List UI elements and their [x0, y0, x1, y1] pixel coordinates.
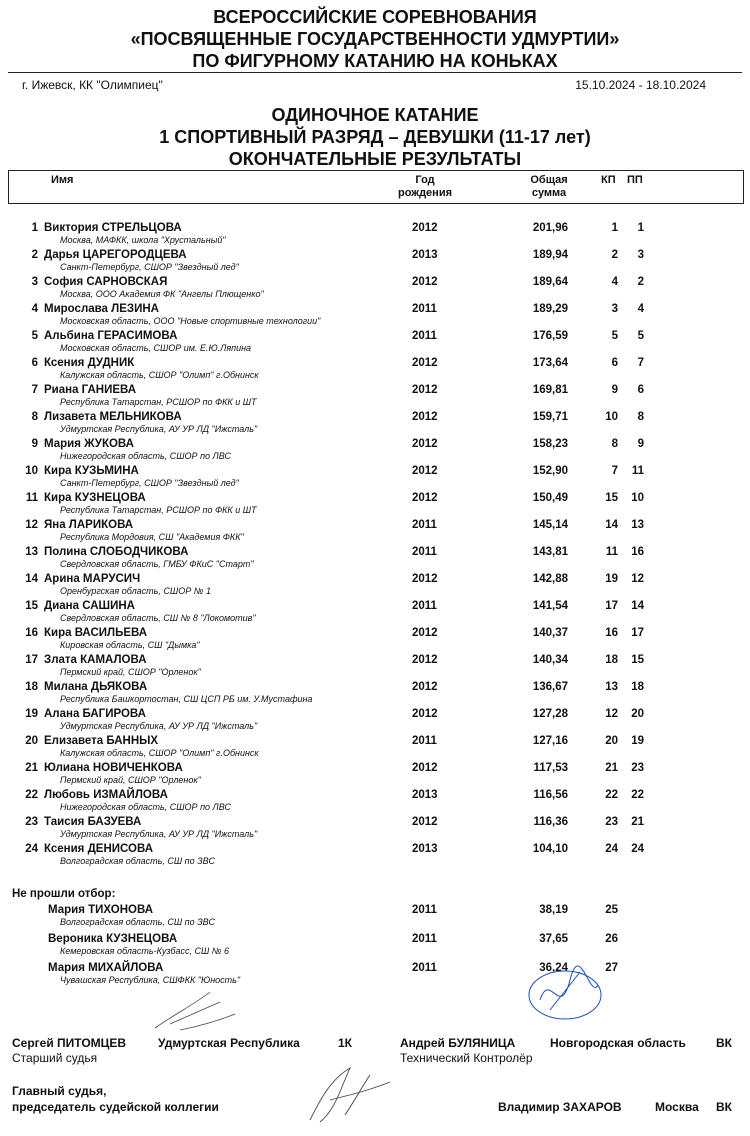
athlete-club: Калужская область, СШОР "Олимп" г.Обнинск	[60, 370, 259, 380]
athlete-club: Пермский край, СШОР "Орленок"	[60, 775, 201, 785]
table-row	[0, 357, 750, 384]
table-row	[0, 492, 750, 519]
table-row	[0, 330, 750, 357]
result-rank: 8	[31, 411, 38, 423]
column-header-year-line2: рождения	[397, 187, 453, 199]
birth-year: 2012	[412, 654, 438, 666]
free-program-place: 10	[631, 492, 644, 504]
result-rank: 7	[31, 384, 38, 396]
athlete-club: Волгоградская область, СШ по ЗВС	[60, 917, 215, 927]
table-row	[0, 681, 750, 708]
birth-year: 2011	[412, 519, 437, 531]
table-row	[0, 843, 750, 870]
birth-year: 2011	[412, 933, 437, 945]
table-row	[0, 519, 750, 546]
table-row	[0, 708, 750, 735]
results-table-header	[8, 170, 744, 204]
free-program-place: 22	[631, 789, 644, 801]
result-rank: 14	[25, 573, 38, 585]
athlete-club: Санкт-Петербург, СШОР "Звездный лед"	[60, 262, 239, 272]
free-program-place: 20	[631, 708, 644, 720]
table-row	[0, 654, 750, 681]
column-header-total	[517, 174, 581, 200]
athlete-name: Риана ГАНИЕВА	[44, 384, 137, 396]
short-program-place: 17	[605, 600, 618, 612]
athlete-name: Мария ЖУКОВА	[44, 438, 134, 450]
total-score: 136,67	[532, 681, 568, 693]
table-row	[0, 573, 750, 600]
table-row	[0, 384, 750, 411]
table-row	[0, 465, 750, 492]
athlete-club: Республика Татарстан, РСШОР по ФКК и ШТ	[60, 397, 257, 407]
athlete-name: Милана ДЬЯКОВА	[44, 681, 148, 693]
column-header-year-line1: Год	[415, 174, 435, 186]
athlete-club: Пермский край, СШОР "Орленок"	[60, 667, 201, 677]
competition-title-line3: ПО ФИГУРНОМУ КАТАНИЮ НА КОНЬКАХ	[192, 51, 558, 71]
table-row	[0, 222, 750, 249]
total-score: 201,96	[532, 222, 568, 234]
result-rank: 20	[25, 735, 38, 747]
short-program-place: 14	[605, 519, 618, 531]
short-program-place: 19	[605, 573, 618, 585]
birth-year: 2012	[412, 357, 438, 369]
table-row	[0, 249, 750, 276]
competition-title-line1: ВСЕРОССИЙСКИЕ СОРЕВНОВАНИЯ	[213, 7, 537, 27]
free-program-place: 23	[631, 762, 644, 774]
birth-year: 2013	[412, 789, 438, 801]
chief-role-line2: председатель судейской коллегии	[12, 1100, 219, 1114]
birth-year: 2011	[412, 962, 437, 974]
short-program-place: 3	[611, 303, 618, 315]
athlete-name: Елизавета БАННЫХ	[44, 735, 159, 747]
not-qualified-list	[0, 904, 750, 994]
athlete-club: Республика Мордовия, СШ "Академия ФКК"	[60, 532, 244, 542]
birth-year: 2012	[412, 438, 438, 450]
free-program-place: 17	[631, 627, 644, 639]
free-program-place: 16	[631, 546, 644, 558]
free-program-place: 19	[631, 735, 644, 747]
total-score: 140,37	[532, 627, 568, 639]
total-score: 140,34	[532, 654, 568, 666]
athlete-name: Лизавета МЕЛЬНИКОВА	[44, 411, 182, 423]
total-score: 189,29	[532, 303, 568, 315]
total-score: 36,24	[539, 962, 568, 974]
table-row	[0, 303, 750, 330]
total-score: 145,14	[532, 519, 568, 531]
short-program-place: 13	[605, 681, 618, 693]
athlete-name: Любовь ИЗМАЙЛОВА	[44, 789, 168, 801]
short-program-place: 25	[605, 904, 618, 916]
athlete-club: Республика Татарстан, РСШОР по ФКК и ШТ	[60, 505, 257, 515]
athlete-name: Юлиана НОВИЧЕНКОВА	[44, 762, 183, 774]
athlete-club: Свердловская область, ГМБУ ФКиС "Старт"	[60, 559, 254, 569]
result-rank: 19	[25, 708, 38, 720]
tc-region: Новгородская область	[550, 1036, 686, 1050]
result-rank: 4	[31, 303, 38, 315]
athlete-name: Кира КУЗНЕЦОВА	[44, 492, 146, 504]
birth-year: 2011	[412, 330, 437, 342]
free-program-place: 13	[631, 519, 644, 531]
referee-category: 1К	[338, 1036, 352, 1050]
result-rank: 1	[31, 222, 38, 234]
result-rank: 9	[31, 438, 38, 450]
free-program-place: 6	[637, 384, 644, 396]
total-score: 141,54	[532, 600, 568, 612]
short-program-place: 4	[611, 276, 618, 288]
free-program-place: 12	[631, 573, 644, 585]
total-score: 173,64	[532, 357, 568, 369]
total-score: 37,65	[539, 933, 568, 945]
result-rank: 2	[31, 249, 38, 261]
short-program-place: 21	[605, 762, 618, 774]
short-program-place: 12	[605, 708, 618, 720]
athlete-name: Яна ЛАРИКОВА	[44, 519, 134, 531]
venue: г. Ижевск, КК "Олимпиец"	[22, 78, 163, 92]
short-program-place: 7	[611, 465, 618, 477]
free-program-place: 15	[631, 654, 644, 666]
referee-role: Старший судья	[12, 1051, 98, 1065]
result-rank: 6	[31, 357, 38, 369]
birth-year: 2011	[412, 546, 437, 558]
competition-title-line2: «ПОСВЯЩЕННЫЕ ГОСУДАРСТВЕННОСТИ УДМУРТИИ»	[130, 29, 620, 49]
athlete-club: Москва, МАФКК, школа "Хрустальный"	[60, 235, 226, 245]
event-discipline: ОДИНОЧНОЕ КАТАНИЕ	[271, 105, 479, 125]
birth-year: 2012	[412, 627, 438, 639]
total-score: 117,53	[533, 762, 568, 774]
athlete-club: Кировская область, СШ "Дымка"	[60, 640, 200, 650]
column-header-pp: ПП	[627, 174, 643, 186]
athlete-club: Кемеровская область-Кузбасс, СШ № 6	[60, 946, 230, 956]
result-rank: 3	[31, 276, 38, 288]
birth-year: 2011	[412, 600, 437, 612]
short-program-place: 16	[605, 627, 618, 639]
short-program-place: 1	[611, 222, 618, 234]
total-score: 159,71	[532, 411, 568, 423]
total-score: 189,64	[532, 276, 568, 288]
birth-year: 2012	[412, 762, 438, 774]
total-score: 176,59	[532, 330, 568, 342]
result-rank: 15	[25, 600, 38, 612]
athlete-club: Санкт-Петербург, СШОР "Звездный лед"	[60, 478, 239, 488]
birth-year: 2011	[412, 303, 437, 315]
table-row	[0, 546, 750, 573]
athlete-name: Таисия БАЗУЕВА	[44, 816, 142, 828]
table-row	[0, 962, 750, 989]
athlete-club: Нижегородская область, СШОР по ЛВС	[60, 451, 231, 461]
total-score: 169,81	[532, 384, 568, 396]
birth-year: 2013	[412, 249, 438, 261]
result-rank: 11	[25, 492, 38, 504]
athlete-club: Республика Башкортостан, СШ ЦСП РБ им. У.Мустафина	[60, 694, 313, 704]
short-program-place: 8	[611, 438, 618, 450]
free-program-place: 24	[631, 843, 644, 855]
header-divider	[8, 72, 742, 73]
chief-referee-signature	[300, 1060, 400, 1130]
short-program-place: 22	[605, 789, 618, 801]
birth-year: 2012	[412, 681, 438, 693]
short-program-place: 9	[611, 384, 618, 396]
result-rank: 12	[25, 519, 38, 531]
athlete-name: Мария ТИХОНОВА	[48, 904, 154, 916]
athlete-name: Вероника КУЗНЕЦОВА	[48, 933, 178, 945]
free-program-place: 3	[637, 249, 644, 261]
athlete-name: Кира ВАСИЛЬЕВА	[44, 627, 148, 639]
event-dates: 15.10.2024 - 18.10.2024	[575, 78, 706, 92]
athlete-name: Дарья ЦАРЕГОРОДЦЕВА	[44, 249, 187, 261]
technical-controller-signature	[520, 960, 610, 1030]
athlete-club: Московская область, СШОР им. Е.Ю.Ляпина	[60, 343, 252, 353]
result-rank: 10	[25, 465, 38, 477]
total-score: 38,19	[539, 904, 568, 916]
free-program-place: 2	[637, 276, 644, 288]
athlete-name: Алана БАГИРОВА	[44, 708, 146, 720]
short-program-place: 11	[605, 546, 618, 558]
athlete-name: Кира КУЗЬМИНА	[44, 465, 139, 477]
free-program-place: 21	[631, 816, 644, 828]
total-score: 116,56	[533, 789, 568, 801]
athlete-name: Виктория СТРЕЛЬЦОВА	[44, 222, 182, 234]
result-rank: 16	[25, 627, 38, 639]
referee-region: Удмуртская Республика	[158, 1036, 300, 1050]
athlete-name: Злата КАМАЛОВА	[44, 654, 147, 666]
birth-year: 2012	[412, 708, 438, 720]
column-header-kp: КП	[601, 174, 616, 186]
table-row	[0, 735, 750, 762]
column-header-total-line2: сумма	[531, 187, 567, 199]
result-rank: 5	[31, 330, 38, 342]
column-header-total-line1: Общая	[530, 174, 568, 186]
total-score: 143,81	[532, 546, 568, 558]
athlete-name: Мария МИХАЙЛОВА	[48, 962, 164, 974]
birth-year: 2012	[412, 276, 438, 288]
table-row	[0, 411, 750, 438]
athlete-name: Диана САШИНА	[44, 600, 135, 612]
athlete-name: Ксения ДУДНИК	[44, 357, 135, 369]
free-program-place: 4	[637, 303, 644, 315]
birth-year: 2012	[412, 816, 438, 828]
table-row	[0, 789, 750, 816]
chief-name: Владимир ЗАХАРОВ	[498, 1100, 622, 1114]
birth-year: 2012	[412, 573, 438, 585]
total-score: 158,23	[532, 438, 568, 450]
total-score: 150,49	[532, 492, 568, 504]
total-score: 189,94	[532, 249, 568, 261]
event-results-title: ОКОНЧАТЕЛЬНЫЕ РЕЗУЛЬТАТЫ	[228, 149, 522, 169]
short-program-place: 2	[611, 249, 618, 261]
athlete-club: Московская область, ООО "Новые спортивные технологии"	[60, 316, 321, 326]
short-program-place: 5	[611, 330, 618, 342]
athlete-club: Нижегородская область, СШОР по ЛВС	[60, 802, 231, 812]
table-row	[0, 762, 750, 789]
birth-year: 2011	[412, 904, 437, 916]
short-program-place: 15	[605, 492, 618, 504]
column-header-name: Имя	[51, 174, 74, 186]
short-program-place: 18	[605, 654, 618, 666]
athlete-club: Удмуртская Республика, АУ УР ЛД "Ижсталь"	[60, 424, 258, 434]
birth-year: 2011	[412, 735, 437, 747]
result-rank: 24	[25, 843, 38, 855]
free-program-place: 5	[637, 330, 644, 342]
result-rank: 17	[25, 654, 38, 666]
short-program-place: 10	[605, 411, 618, 423]
free-program-place: 11	[631, 465, 644, 477]
athlete-club: Удмуртская Республика, АУ УР ЛД "Ижсталь"	[60, 829, 258, 839]
athlete-name: Полина СЛОБОДЧИКОВА	[44, 546, 189, 558]
table-row	[0, 816, 750, 843]
referee-signature	[150, 984, 240, 1034]
result-rank: 13	[25, 546, 38, 558]
tc-role: Технический Контролёр	[400, 1051, 533, 1065]
table-row	[0, 627, 750, 654]
tc-name: Андрей БУЛЯНИЦА	[400, 1036, 516, 1050]
athlete-club: Свердловская область, СШ № 8 "Локомотив"	[60, 613, 256, 623]
chief-region: Москва	[655, 1100, 699, 1114]
table-row	[0, 904, 750, 931]
athlete-name: Ксения ДЕНИСОВА	[44, 843, 154, 855]
free-program-place: 18	[631, 681, 644, 693]
short-program-place: 20	[605, 735, 618, 747]
short-program-place: 26	[605, 933, 618, 945]
free-program-place: 1	[637, 222, 644, 234]
birth-year: 2013	[412, 843, 438, 855]
birth-year: 2012	[412, 465, 438, 477]
table-row	[0, 933, 750, 960]
free-program-place: 8	[637, 411, 644, 423]
short-program-place: 23	[605, 816, 618, 828]
birth-year: 2012	[412, 384, 438, 396]
chief-role-line1: Главный судья,	[12, 1084, 107, 1098]
free-program-place: 9	[637, 438, 644, 450]
athlete-name: Альбина ГЕРАСИМОВА	[44, 330, 178, 342]
result-rank: 21	[25, 762, 38, 774]
birth-year: 2012	[412, 411, 438, 423]
total-score: 116,36	[533, 816, 568, 828]
birth-year: 2012	[412, 492, 438, 504]
free-program-place: 14	[631, 600, 644, 612]
athlete-club: Калужская область, СШОР "Олимп" г.Обнинск	[60, 748, 259, 758]
result-rank: 18	[25, 681, 38, 693]
table-row	[0, 600, 750, 627]
table-row	[0, 276, 750, 303]
result-rank: 22	[25, 789, 38, 801]
athlete-club: Чувашская Республика, СШФКК "Юность"	[60, 975, 241, 985]
athlete-club: Москва, ООО Академия ФК "Ангелы Плющенко"	[60, 289, 264, 299]
athlete-name: Арина МАРУСИЧ	[44, 573, 141, 585]
table-row	[0, 438, 750, 465]
referee-name: Сергей ПИТОМЦЕВ	[12, 1036, 127, 1050]
event-category: 1 СПОРТИВНЫЙ РАЗРЯД – ДЕВУШКИ (11-17 лет)	[159, 127, 591, 147]
total-score: 127,16	[532, 735, 568, 747]
free-program-place: 7	[637, 357, 644, 369]
total-score: 142,88	[532, 573, 568, 585]
total-score: 104,10	[532, 843, 568, 855]
total-score: 127,28	[532, 708, 568, 720]
short-program-place: 24	[605, 843, 618, 855]
chief-category: ВК	[716, 1100, 732, 1114]
total-score: 152,90	[532, 465, 568, 477]
athlete-name: София САРНОВСКАЯ	[44, 276, 168, 288]
column-header-year	[393, 174, 457, 200]
results-list	[0, 222, 750, 872]
short-program-place: 6	[611, 357, 618, 369]
athlete-club: Удмуртская Республика, АУ УР ЛД "Ижсталь"	[60, 721, 258, 731]
athlete-club: Волгоградская область, СШ по ЗВС	[60, 856, 215, 866]
not-qualified-label: Не прошли отбор:	[12, 888, 116, 900]
short-program-place: 27	[605, 962, 618, 974]
athlete-club: Оренбургская область, СШОР № 1	[60, 586, 211, 596]
tc-category: ВК	[716, 1036, 732, 1050]
result-rank: 23	[25, 816, 38, 828]
athlete-name: Мирослава ЛЕЗИНА	[44, 303, 159, 315]
birth-year: 2012	[412, 222, 438, 234]
